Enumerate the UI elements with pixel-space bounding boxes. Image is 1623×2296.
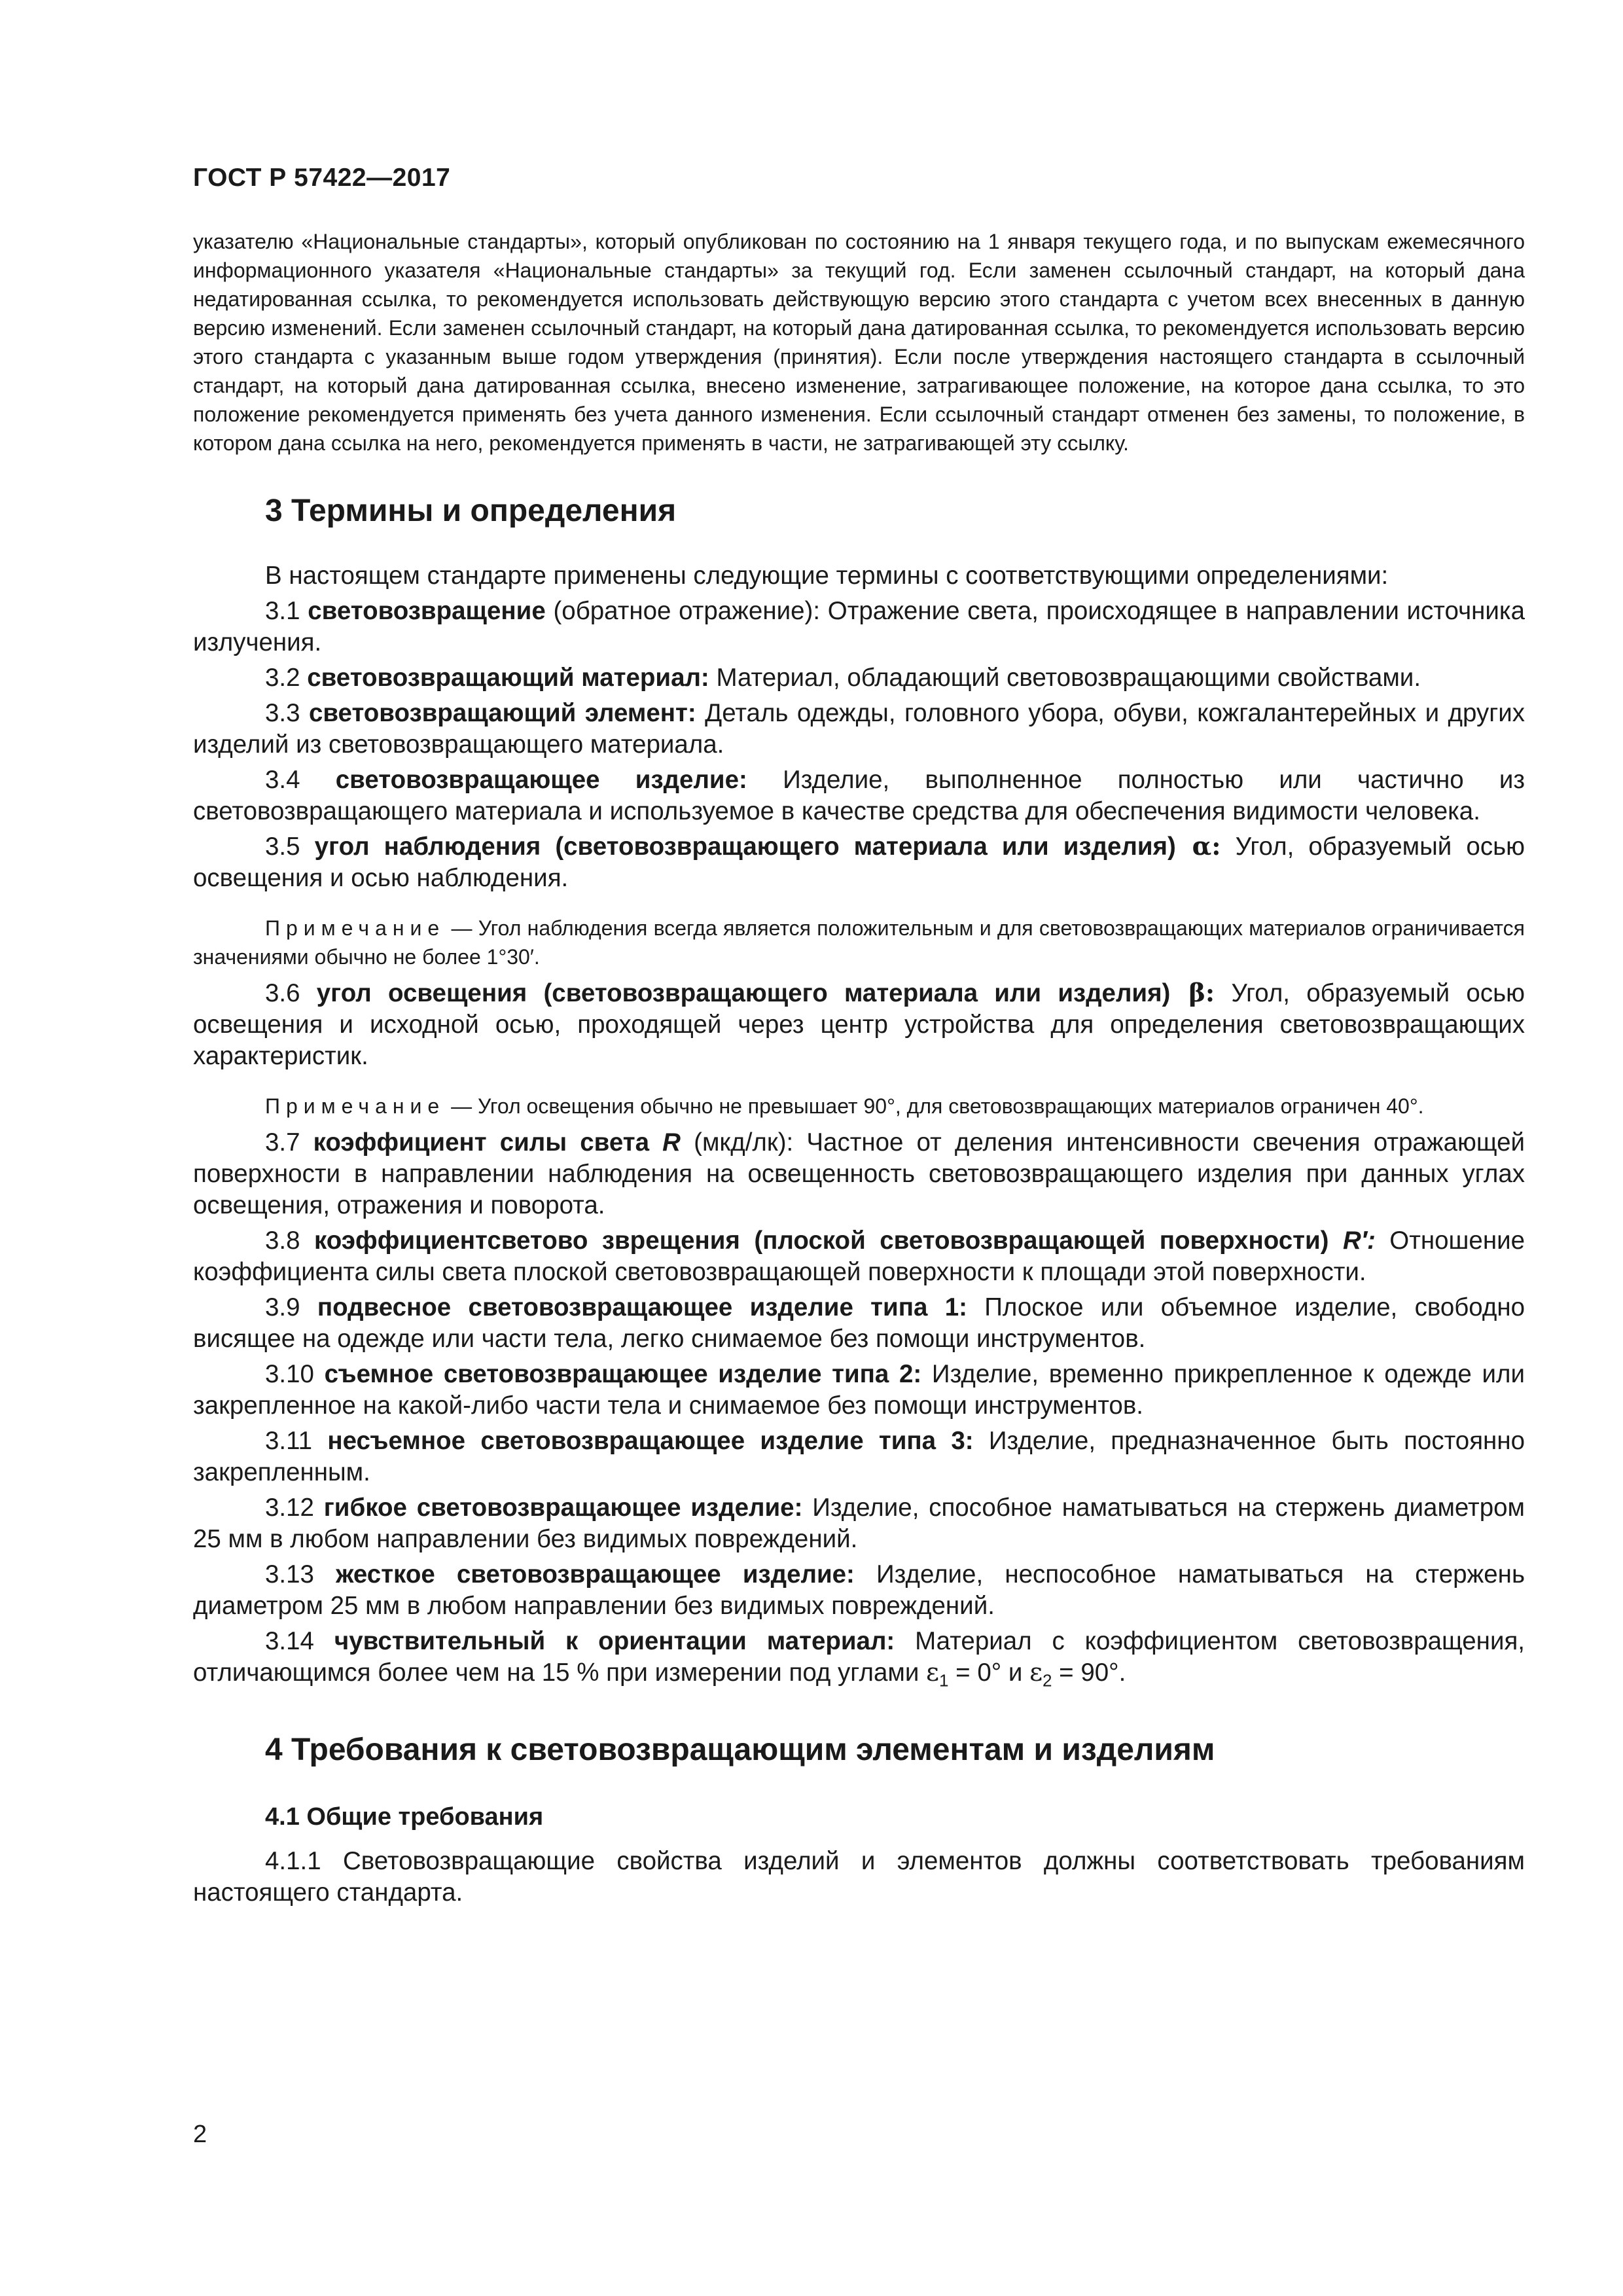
note-2: Примечание — Угол освещения обычно не превышает 90°, для световозвращающих материалов ограничен 40°.	[265, 1094, 1424, 1118]
term-3-14: 3.14 чувствительный к ориентации материал: Материал с коэффициентом световозвращения, отличающимся более чем на 15 % при измерении под углами $\varepsilon_1 = 0^\circ$ и $\varepsilon_2 = 90^\circ$.	[193, 1627, 1525, 1691]
term-3-14-name: чувствительный к ориентации материал:	[334, 1627, 895, 1655]
section-3-heading: 3 Термины и определения	[265, 493, 677, 528]
term-3-9: 3.9 подвесное световозвращающее изделие типа 1: Плоское или объемное изделие, свободно висящее на одежде или части тела, легко снимаемое без помощи инструментов.	[193, 1293, 1525, 1353]
term-3-11: 3.11 несъемное световозвращающее изделие типа 3: Изделие, предназначенное быть постоянно закрепленным.	[193, 1427, 1525, 1486]
note-label: Примечание	[265, 916, 446, 940]
term-3-12-name: гибкое световозвращающее изделие:	[323, 1494, 803, 1522]
note-1: Примечание — Угол наблюдения всегда является положительным и для световозвращающих материалов ограничивается значениями обычно не более 1°30′.	[193, 916, 1525, 969]
term-3-10: 3.10 съемное световозвращающее изделие типа 2: Изделие, временно прикрепленное к одежде или закрепленное на какой-либо части тела и снимаемое без помощи инструментов.	[193, 1360, 1525, 1420]
term-3-8-name: коэффициентсветово зврещения (плоской световозвращающей поверхности)	[313, 1227, 1329, 1255]
term-3-3-name: световозвращающий элемент:	[308, 699, 696, 727]
term-3-10-name: съемное световозвращающее изделие типа 2:	[324, 1360, 922, 1388]
epsilon-symbol: ε	[926, 1658, 939, 1687]
alpha-symbol: α:	[1175, 832, 1221, 861]
term-3-7-name: коэффициент силы света	[313, 1128, 650, 1157]
page-number: 2	[193, 2121, 207, 2148]
section-4-heading: 4 Требования к световозвращающим элементам и изделиям	[265, 1732, 1215, 1767]
r-prime-symbol: R′:	[1329, 1227, 1376, 1255]
paragraph-4-1-1: 4.1.1 Световозвращающие свойства изделий и элементов должны соответствовать требованиям настоящего стандарта.	[193, 1846, 1525, 1907]
term-3-13: 3.13 жесткое световозвращающее изделие: Изделие, неспособное наматываться на стержень диаметром 25 мм в любом направлении без видимых повреждений.	[193, 1560, 1525, 1620]
term-3-13-name: жесткое световозвращающее изделие:	[336, 1560, 855, 1588]
term-3-7: 3.7 коэффициент силы света R (мкд/лк): Частное от деления интенсивности свечения отражающей поверхности в направлении наблюдения на освещенность световозвращающего изделия при данных углах освещения, отражения и поворота.	[193, 1128, 1525, 1219]
document-page	[193, 164, 1525, 1912]
section-4-1-heading: 4.1 Общие требования	[265, 1803, 544, 1831]
note-label: Примечание	[265, 1094, 446, 1118]
epsilon-symbol: ε	[1029, 1658, 1043, 1687]
beta-symbol: β:	[1170, 978, 1215, 1008]
term-3-2-name: световозвращающий материал:	[307, 664, 709, 692]
term-3-6: 3.6 угол освещения (световозвращающего материала или изделия) β: Угол, образуемый осью освещения и исходной осью, проходящей через центр устройства для определения световозвращающих характеристик.	[193, 978, 1525, 1070]
document-header: ГОСТ Р 57422—2017	[193, 164, 451, 192]
term-3-9-name: подвесное световозвращающее изделие типа 1:	[317, 1293, 967, 1321]
intro-paragraph: указателю «Национальные стандарты», который опубликован по состоянию на 1 января текущего года, и по выпускам ежемесячного информационного указателя «Национальные стандарты» за текущий год. Если заменен ссылочный стандарт, на который дана недатированная ссылка, то рекомендуется использовать действующую версию этого стандарта с учетом всех внесенных в данную версию изменений. Если заменен ссылочный стандарт, на который дана датированная ссылка, то рекомендуется использовать версию этого стандарта с указанным выше годом утверждения (принятия). Если после утверждения настоящего стандарта в ссылочный стандарт, на который дана датированная ссылка, внесено изменение, затрагивающее положение, на которое дана ссылка, то это положение рекомендуется применять без учета данного изменения. Если ссылочный стандарт отменен без замены, то положение, в котором дана ссылка на него, рекомендуется применять в части, не затрагивающей эту ссылку.	[193, 230, 1525, 455]
term-3-1: 3.1 световозвращение (обратное отражение): Отражение света, происходящее в направлении источника излучения.	[193, 597, 1525, 656]
term-3-3: 3.3 световозвращающий элемент: Деталь одежды, головного убора, обуви, кожгалантерейных и других изделий из световозвращающего материала.	[193, 699, 1525, 759]
r-symbol: R	[649, 1128, 681, 1157]
term-3-1-name: световозвращение	[308, 597, 546, 625]
term-3-5: 3.5 угол наблюдения (световозвращающего материала или изделия) α: Угол, образуемый осью освещения и осью наблюдения.	[193, 832, 1525, 892]
term-3-5-name: угол наблюдения (световозвращающего материала или изделия)	[314, 833, 1176, 861]
section-3-lead: В настоящем стандарте применены следующие термины с соответствующими определениями:	[265, 562, 1389, 590]
term-3-2: 3.2 световозвращающий материал: Материал, обладающий световозвращающими свойствами.	[265, 664, 1421, 692]
term-3-4-name: световозвращающее изделие:	[335, 766, 747, 794]
term-3-6-name: угол освещения (световозвращающего материала или изделия)	[316, 979, 1171, 1007]
term-3-12: 3.12 гибкое световозвращающее изделие: Изделие, способное наматываться на стержень диаметром 25 мм в любом направлении без видимых повреждений.	[193, 1494, 1525, 1553]
term-3-4: 3.4 световозвращающее изделие: Изделие, выполненное полностью или частично из световозвращающего материала и используемое в качестве средства для обеспечения видимости человека.	[193, 766, 1525, 825]
term-3-11-name: несъемное световозвращающее изделие типа 3:	[327, 1427, 974, 1455]
term-3-8: 3.8 коэффициентсветово зврещения (плоской световозвращающей поверхности) R′: Отношение коэффициента силы света плоской световозвращающей поверхности к площади этой поверхности.	[193, 1227, 1525, 1286]
